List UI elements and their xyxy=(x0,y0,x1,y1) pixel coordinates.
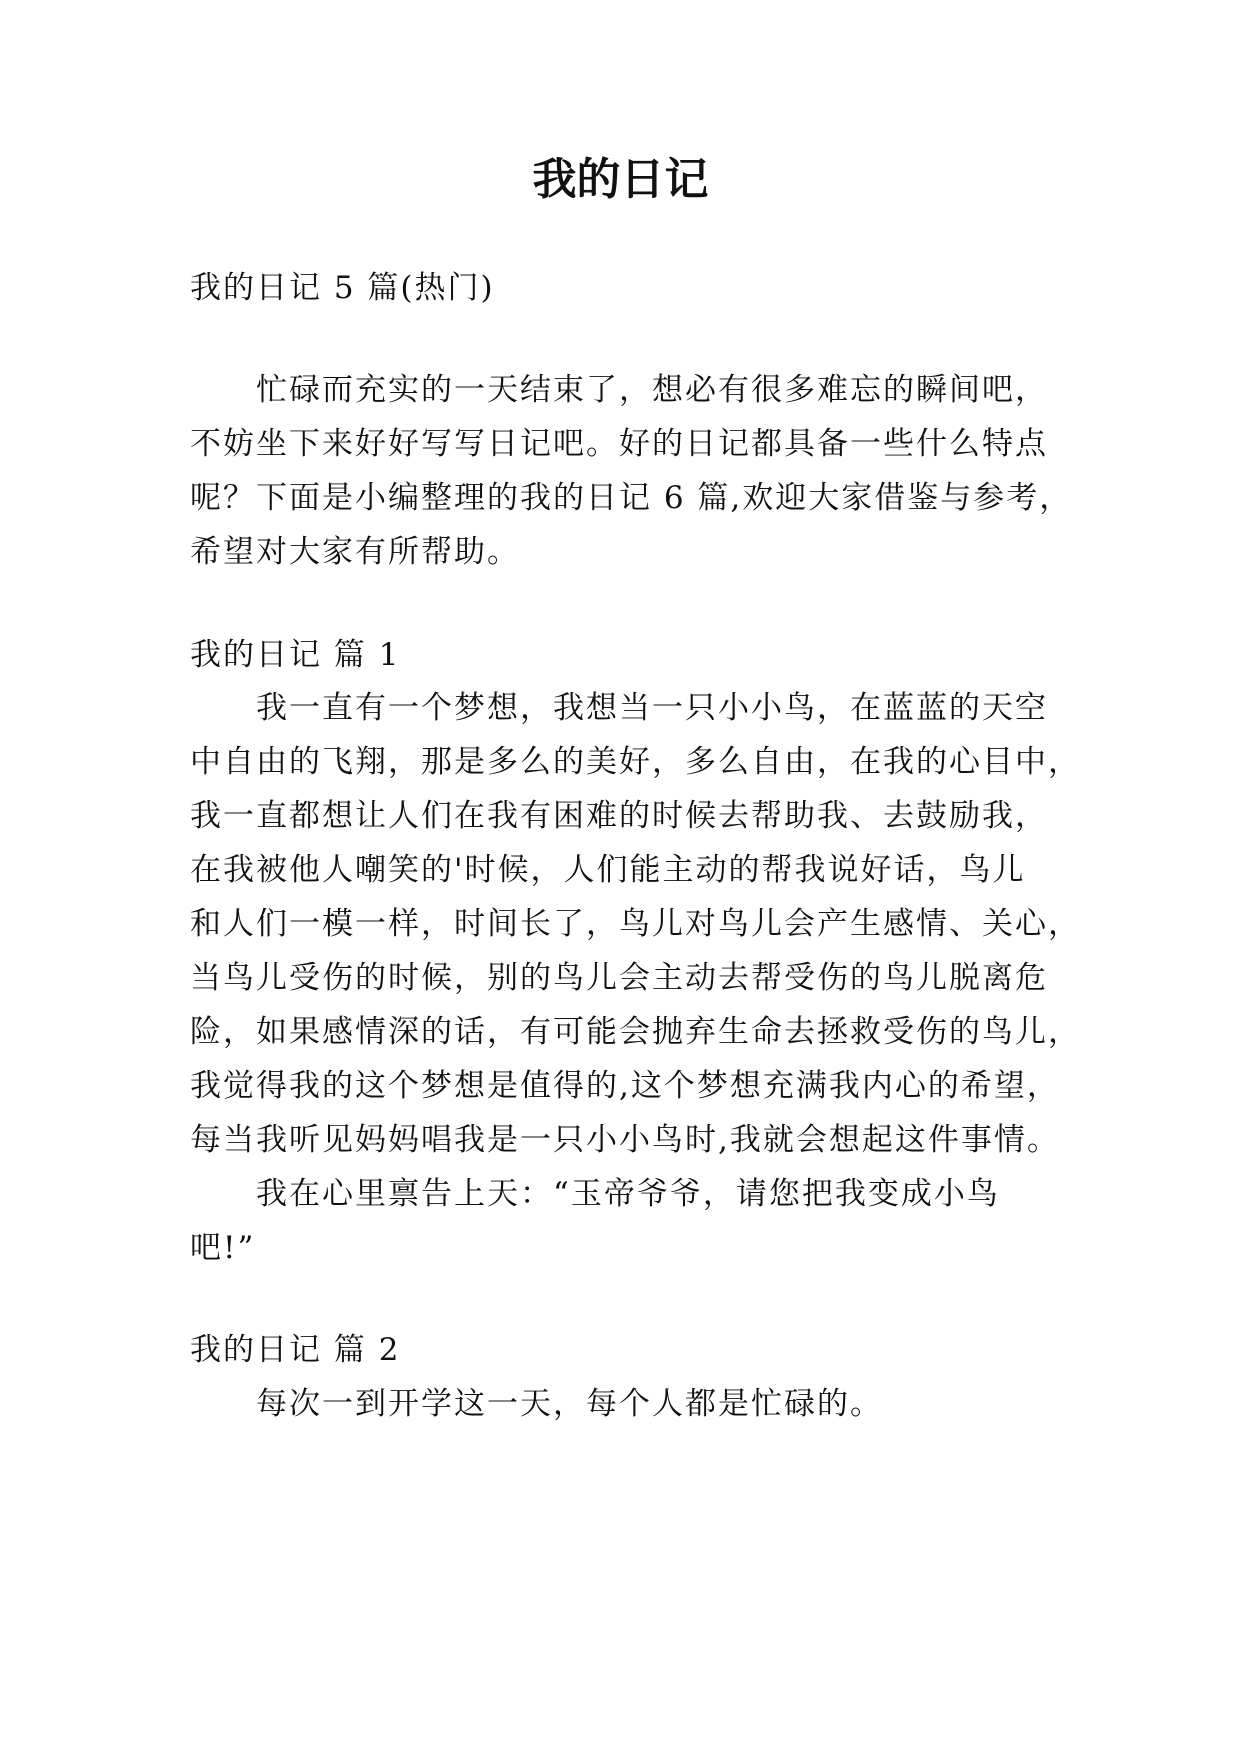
document-subtitle: 我的日记 5 篇(热门) xyxy=(190,270,495,306)
body-line: 在我被他人嘲笑的'时候，人们能主动的帮我说好话，鸟儿 xyxy=(190,852,1026,888)
section-heading-2: 我的日记 篇 2 xyxy=(190,1332,401,1368)
body-line: 我一直有一个梦想，我想当一只小小鸟，在蓝蓝的天空 xyxy=(256,690,1048,726)
body-line: 每当我听见妈妈唱我是一只小小鸟时,我就会想起这件事情。 xyxy=(190,1122,1060,1158)
body-line: 险，如果感情深的话，有可能会抛弃生命去拯救受伤的鸟儿， xyxy=(190,1014,1081,1050)
body-line: 我在心里禀告上天：“玉帝爷爷，请您把我变成小鸟 xyxy=(256,1176,1000,1212)
body-line: 我一直都想让人们在我有困难的时候去帮助我、去鼓励我， xyxy=(190,798,1048,834)
section-heading-1: 我的日记 篇 1 xyxy=(190,637,401,673)
body-line: 吧!” xyxy=(190,1230,256,1266)
intro-line: 希望对大家有所帮助。 xyxy=(190,534,520,570)
intro-line: 呢？下面是小编整理的我的日记 6 篇,欢迎大家借鉴与参考， xyxy=(190,480,1073,516)
body-line: 我觉得我的这个梦想是值得的,这个梦想充满我内心的希望， xyxy=(190,1068,1060,1104)
body-line: 每次一到开学这一天，每个人都是忙碌的。 xyxy=(256,1386,883,1422)
body-line: 中自由的飞翔，那是多么的美好，多么自由，在我的心目中， xyxy=(190,744,1081,780)
intro-line: 忙碌而充实的一天结束了，想必有很多难忘的瞬间吧， xyxy=(256,372,1048,408)
body-line: 当鸟儿受伤的时候，别的鸟儿会主动去帮受伤的鸟儿脱离危 xyxy=(190,960,1048,996)
document-title: 我的日记 xyxy=(532,154,709,205)
intro-line: 不妨坐下来好好写写日记吧。好的日记都具备一些什么特点 xyxy=(190,426,1048,462)
body-line: 和人们一模一样，时间长了，鸟儿对鸟儿会产生感情、关心， xyxy=(190,906,1081,942)
